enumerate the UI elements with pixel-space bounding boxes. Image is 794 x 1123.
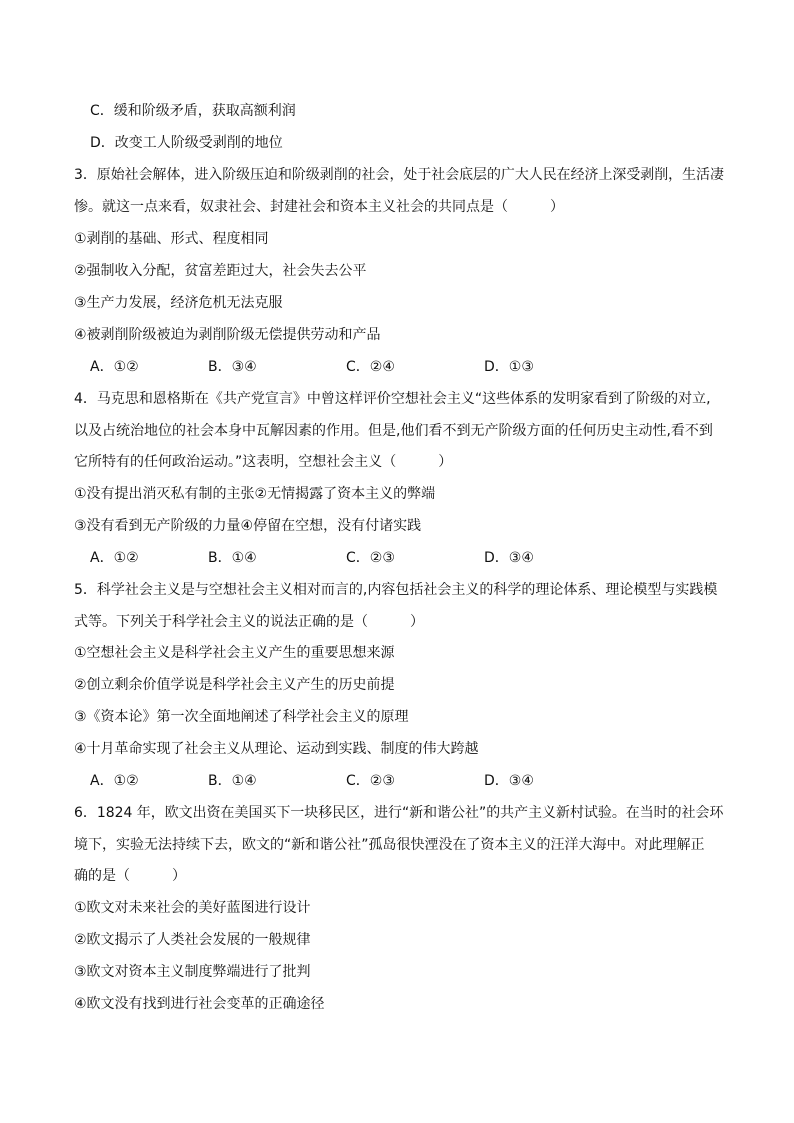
q4-stem-line-2: 以及占统治地位的社会本身中瓦解因素的作用。但是,他们看不到无产阶级方面的任何历史主动性,看不到: [74, 423, 713, 439]
q6-stem-line-3: 确的是（ ）: [74, 868, 186, 884]
q5-option-a: A．①②: [90, 773, 139, 789]
q2-option-d: D．改变工人阶级受剥削的地位: [90, 135, 283, 151]
q5-item-1: ①空想社会主义是科学社会主义产生的重要思想来源: [74, 645, 395, 661]
q3-item-1: ①剥削的基础、形式、程度相同: [74, 231, 269, 247]
q5-stem-line-2: 式等。下列关于科学社会主义的说法正确的是（ ）: [74, 614, 424, 630]
q4-option-b: B．①④: [208, 550, 257, 566]
q6-item-3: ③欧文对资本主义制度弊端进行了批判: [74, 964, 311, 980]
q3-option-a: A．①②: [90, 359, 139, 375]
q4-item-1: ①没有提出消灭私有制的主张②无情揭露了资本主义的弊端: [74, 486, 436, 502]
q5-option-c: C．②③: [346, 773, 395, 789]
q3-item-3: ③生产力发展，经济危机无法克服: [74, 295, 283, 311]
q5-item-3: ③《资本论》第一次全面地阐述了科学社会主义的原理: [74, 709, 409, 725]
q6-stem-line-2: 境下，实验无法持续下去，欧文的“新和谐公社”孤岛很快湮没在了资本主义的汪洋大海中。对此理解正: [74, 837, 705, 853]
q3-option-c: C．②④: [346, 359, 395, 375]
q4-item-2: ③没有看到无产阶级的力量④停留在空想，没有付诸实践: [74, 518, 422, 534]
q5-stem-line-1: 5．科学社会主义是与空想社会主义相对而言的,内容包括社会主义的科学的理论体系、理论模型与实践模: [74, 582, 718, 598]
q6-stem-line-1: 6．1824 年，欧文出资在美国买下一块移民区，进行“新和谐公社”的共产主义新村试验。在当时的社会环: [74, 805, 724, 821]
q5-item-2: ②创立剩余价值学说是科学社会主义产生的历史前提: [74, 677, 395, 693]
q3-item-4: ④被剥削阶级被迫为剥削阶级无偿提供劳动和产品: [74, 327, 381, 343]
q5-item-4: ④十月革命实现了社会主义从理论、运动到实践、制度的伟大跨越: [74, 741, 479, 757]
q3-stem-line-1: 3．原始社会解体，进入阶级压迫和阶级剥削的社会，处于社会底层的广大人民在经济上深受剥削，生活凄: [74, 167, 724, 183]
q3-option-d: D．①③: [484, 359, 534, 375]
q2-option-c: C．缓和阶级矛盾，获取高额利润: [90, 103, 296, 119]
q4-stem-line-3: 它所特有的任何政治运动。”这表明，空想社会主义（ ）: [74, 454, 453, 470]
q6-item-2: ②欧文揭示了人类社会发展的一般规律: [74, 932, 311, 948]
q6-item-4: ④欧文没有找到进行社会变革的正确途径: [74, 996, 325, 1012]
q4-option-c: C．②③: [346, 550, 395, 566]
q5-option-d: D．③④: [484, 773, 534, 789]
q4-option-a: A．①②: [90, 550, 139, 566]
q4-option-d: D．③④: [484, 550, 534, 566]
q3-item-2: ②强制收入分配，贫富差距过大，社会失去公平: [74, 263, 367, 279]
q3-stem-line-2: 惨。就这一点来看，奴隶社会、封建社会和资本主义社会的共同点是（ ）: [74, 199, 564, 215]
q6-item-1: ①欧文对未来社会的美好蓝图进行设计: [74, 900, 311, 916]
q5-option-b: B．①④: [208, 773, 257, 789]
q4-stem-line-1: 4．马克思和恩格斯在《共产党宣言》中曾这样评价空想社会主义“这些体系的发明家看到了阶级的对立,: [74, 391, 711, 407]
q3-option-b: B．③④: [208, 359, 257, 375]
